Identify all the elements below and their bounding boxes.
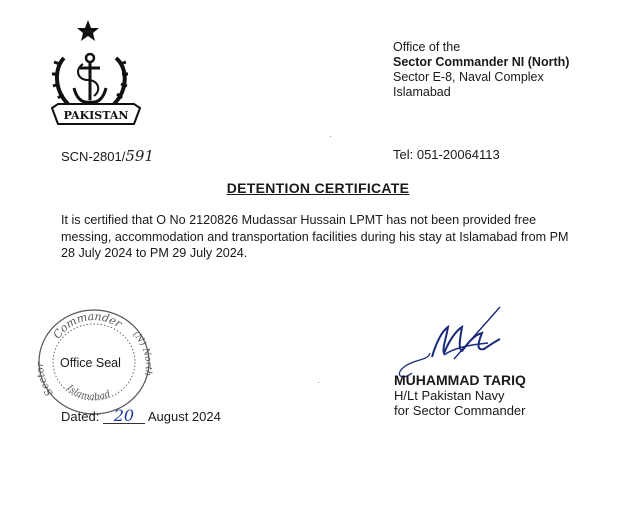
scan-speck: [330, 136, 331, 137]
office-line-3: Sector E-8, Naval Complex: [393, 70, 544, 84]
svg-text:Sector: [35, 361, 55, 398]
office-line-1: Office of the: [393, 40, 461, 54]
office-seal-label: Office Seal: [60, 356, 121, 370]
seal-ring-right: (N) North: [130, 329, 153, 377]
reference-handwritten: 591: [125, 147, 154, 165]
seal-ring-left: Sector: [35, 362, 56, 398]
reference-prefix: SCN-2801/: [61, 149, 126, 164]
dated-month-year: August 2024: [147, 409, 221, 424]
svg-text:Commander: [50, 310, 124, 341]
office-line-2: Sector Commander NI (North): [393, 55, 570, 69]
crest-banner-text: PAKISTAN: [63, 109, 129, 122]
scan-speck: [318, 382, 319, 383]
dated-label: Dated:: [61, 409, 100, 424]
signatory-block: [394, 373, 526, 418]
pakistan-navy-crest-icon: [50, 18, 142, 130]
dated-line: [61, 406, 221, 425]
telephone: Tel: 051-20064113: [393, 147, 500, 162]
seal-ring-bottom: Islamabad: [64, 383, 112, 403]
signatory-rank: H/Lt Pakistan Navy: [394, 388, 505, 403]
certificate-title: DETENTION CERTIFICATE: [226, 180, 410, 196]
dated-day-handwritten: 20: [103, 409, 145, 424]
office-line-4: Islamabad: [393, 85, 451, 99]
office-address-block: [393, 40, 569, 100]
reference-number: [61, 147, 154, 165]
svg-text:Islamabad: [64, 383, 112, 403]
seal-ring-top: Commander: [50, 309, 124, 342]
certificate-body: It is certified that O No 2120826 Mudassar Hussain LPMT has not been provided free messing, accommodation and transportation facilities during his stay at Islamabad from PM 28 July 2024 to PM 29 July 2024.: [61, 213, 569, 260]
signatory-for: for Sector Commander: [394, 403, 526, 418]
handwritten-signature: [392, 303, 502, 383]
signatory-name: MUHAMMAD TARIQ: [394, 372, 526, 388]
